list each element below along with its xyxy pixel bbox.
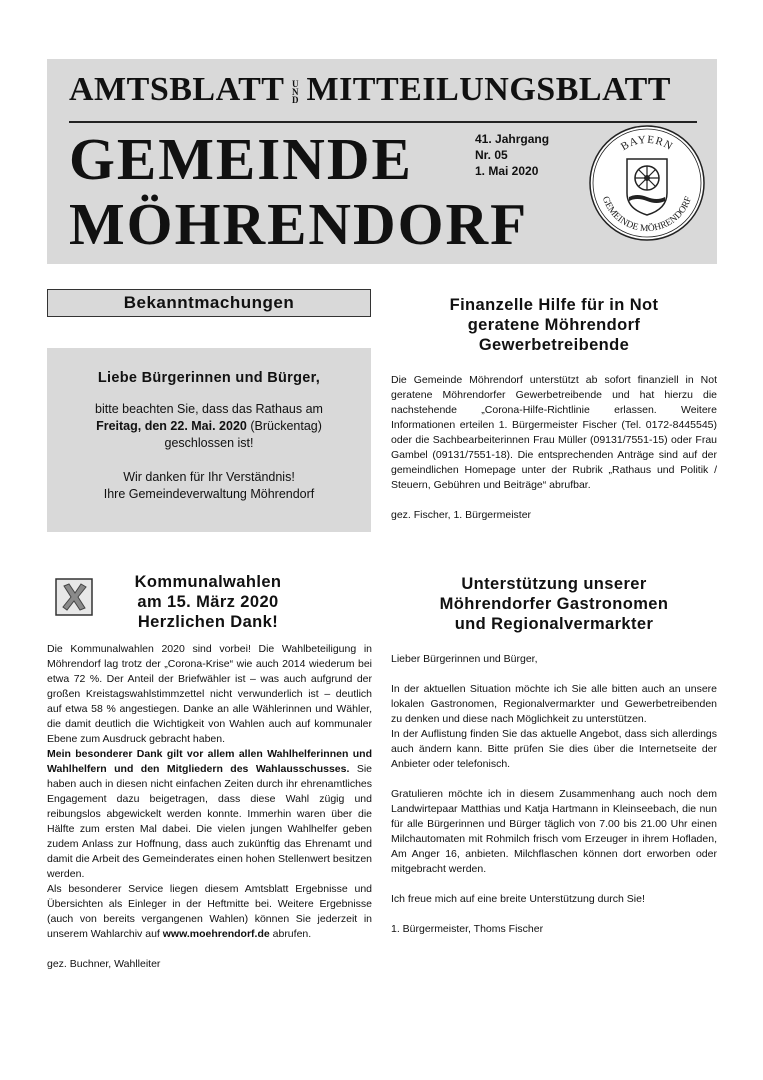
article-body: Die Kommunalwahlen 2020 sind vorbei! Die Wahlbeteiligung in Möhrendorf lag trotz der „Corona-Krise“ wie auch 2014 wiederum bei etwa 72 %. Der Anteil der Briefwähler ist – was auch aufgrund der großen Kreistagswahlstimmzettel nicht verwunderlich ist – deutlich auf etwa 58 % angestiegen. Danke an alle Wählerinnen und Wähler, die damit deutlich die Wichtigkeit von Wahlen auch auf kommunaler Ebene zum Ausdruck gebracht haben. Mein besonderer Dank gilt vor allem allen Wahlhelferinnen und Wahlhelfern und den Mitgliedern des Wahlausschusses. Sie haben auch in diesen nicht einfachen Zeiten durch ihr ehrenamtliches Engagement dazu beigetragen, dass diese Wahl zügig und reibungslos abgewickelt werden konnte. Immerhin waren über die Hälfte zum ersten Mal dabei. Die vielen jungen Wahlhelfer geben zudem Anlass zur Hoffnung, dass auch zukünftig das Ehrenamt und damit die Arbeit des Gemeinderates einen hohen Stellenwert besitzen werden. Als besonderer Service liegen diesem Amtsblatt Ergebnisse und Übersichten als Einleger in der Heftmitte bei. Weitere Ergebnisse (auch von bereits vergangenen Wahlen) können Sie jederzeit in unserem Wahlarchiv auf www.moehrendorf.de abrufen. gez. Buchner, Wahlleiter xyxy=(47,643,373,970)
article-body: Die Gemeinde Möhrendorf unterstützt ab sofort finanziell in Not geratene Möhrendorfer Gewerbetreibende und hat hierzu die nachstehende „Corona-Hilfe-Richtlinie erlassen. Weitere Informationen erteilen 1. Bürgermeister Fischer (Tel. 0172-8445545) oder die Sachbearbeiterinnen Frau Müller (09131/7551-15) oder Frau Gambel (09131/7551-18). Die entsprechenden Anträge sind auf der gemeindlichen Homepage unter der Rubrik „Rathaus und Politik / Steuern, Gebühren und Beiträge“ abrufbar. gez. Fischer, 1. Bürgermeister xyxy=(391,374,717,521)
issue-jahrgang: 41. Jahrgang xyxy=(475,132,550,146)
ballot-cross-icon xyxy=(55,578,93,616)
notice-date: Freitag, den 22. Mai. 2020 xyxy=(96,419,247,433)
issue-info xyxy=(475,131,575,179)
title-amtsblatt: AMTSBLATT xyxy=(69,71,285,108)
svg-text:BAYERN: BAYERN xyxy=(618,133,676,154)
issue-date: 1. Mai 2020 xyxy=(475,164,539,178)
article-finanzielle-hilfe xyxy=(391,295,717,523)
notice-title: Liebe Bürgerinnen und Bürger, xyxy=(97,370,321,386)
notice-sign: Ihre Gemeindeverwaltung Möhrendorf xyxy=(103,487,315,501)
title-und: U N D xyxy=(291,79,299,106)
article-signature: gez. Buchner, Wahlleiter xyxy=(47,958,161,970)
masthead xyxy=(47,59,717,264)
article-signature: 1. Bürgermeister, Thoms Fischer xyxy=(391,923,544,935)
title-gemeinde: GEMEINDE xyxy=(69,126,413,192)
notice-date-line: Freitag, den 22. Mai. 2020 (Brückentag) xyxy=(96,419,322,433)
title-mitteilungsblatt: MITTEILUNGSBLATT xyxy=(306,71,671,108)
article-title: Finanzelle Hilfe für in Not geratene Möhrendorf Gewerbetreibende xyxy=(449,296,659,354)
website-link[interactable]: www.moehrendorf.de xyxy=(162,928,270,940)
title-moehrendorf: MÖHRENDORF xyxy=(69,191,529,257)
masthead-title xyxy=(69,71,671,109)
article-body: Lieber Bürgerinnen und Bürger, In der aktuellen Situation möchte ich Sie alle bitten auch an unsere lokalen Gastronomen, Regionalvermarkter und Gewerbetreibenden zu denken und diese nach Möglichkeit zu unterstützen. In der Auflistung finden Sie das aktuelle Angebot, dass sich allerdings auch ändern kann. Bitte prüfen Sie dies über die Internetseite der Anbieter oder telefonisch. Gratulieren möchte ich in diesem Zusammenhang auch noch dem Landwirtepaar Matthias und Katja Hartmann in Kleinseebach, die nun für alle Bürgerinnen und Bürger täglich von 7.00 bis 21.00 Uhr einen Milchautomaten mit Rohmilch frisch vom Erzeuger in ihrem Hofladen, Am Anger 16, anbieten. Milchflaschen können dort erworben oder mitgebracht werden. Ich freue mich auf eine breite Unterstützung durch Sie! 1. Bürgermeister, Thoms Fischer xyxy=(391,653,717,935)
rathaus-notice xyxy=(47,348,371,532)
notice-line1: bitte beachten Sie, dass das Rathaus am xyxy=(95,402,323,416)
article-gastronomen xyxy=(391,574,717,937)
municipal-seal-icon xyxy=(587,123,707,243)
article-kommunalwahlen-title: Kommunalwahlen am 15. März 2020 Herzlichen Dank! xyxy=(134,573,282,631)
article-signature: gez. Fischer, 1. Bürgermeister xyxy=(391,509,532,521)
notice-thanks: Wir danken für Ihr Verständnis! xyxy=(123,470,295,484)
section-label-bekanntmachungen: Bekanntmachungen xyxy=(47,289,371,317)
notice-line3: geschlossen ist! xyxy=(164,436,254,450)
svg-text:GEMEINDE MÖHRENDORF: GEMEINDE MÖHRENDORF xyxy=(599,195,695,235)
issue-number: Nr. 05 xyxy=(475,148,508,162)
article-title: Unterstützung unserer Möhrendorfer Gastronomen und Regionalvermarkter xyxy=(439,575,669,633)
